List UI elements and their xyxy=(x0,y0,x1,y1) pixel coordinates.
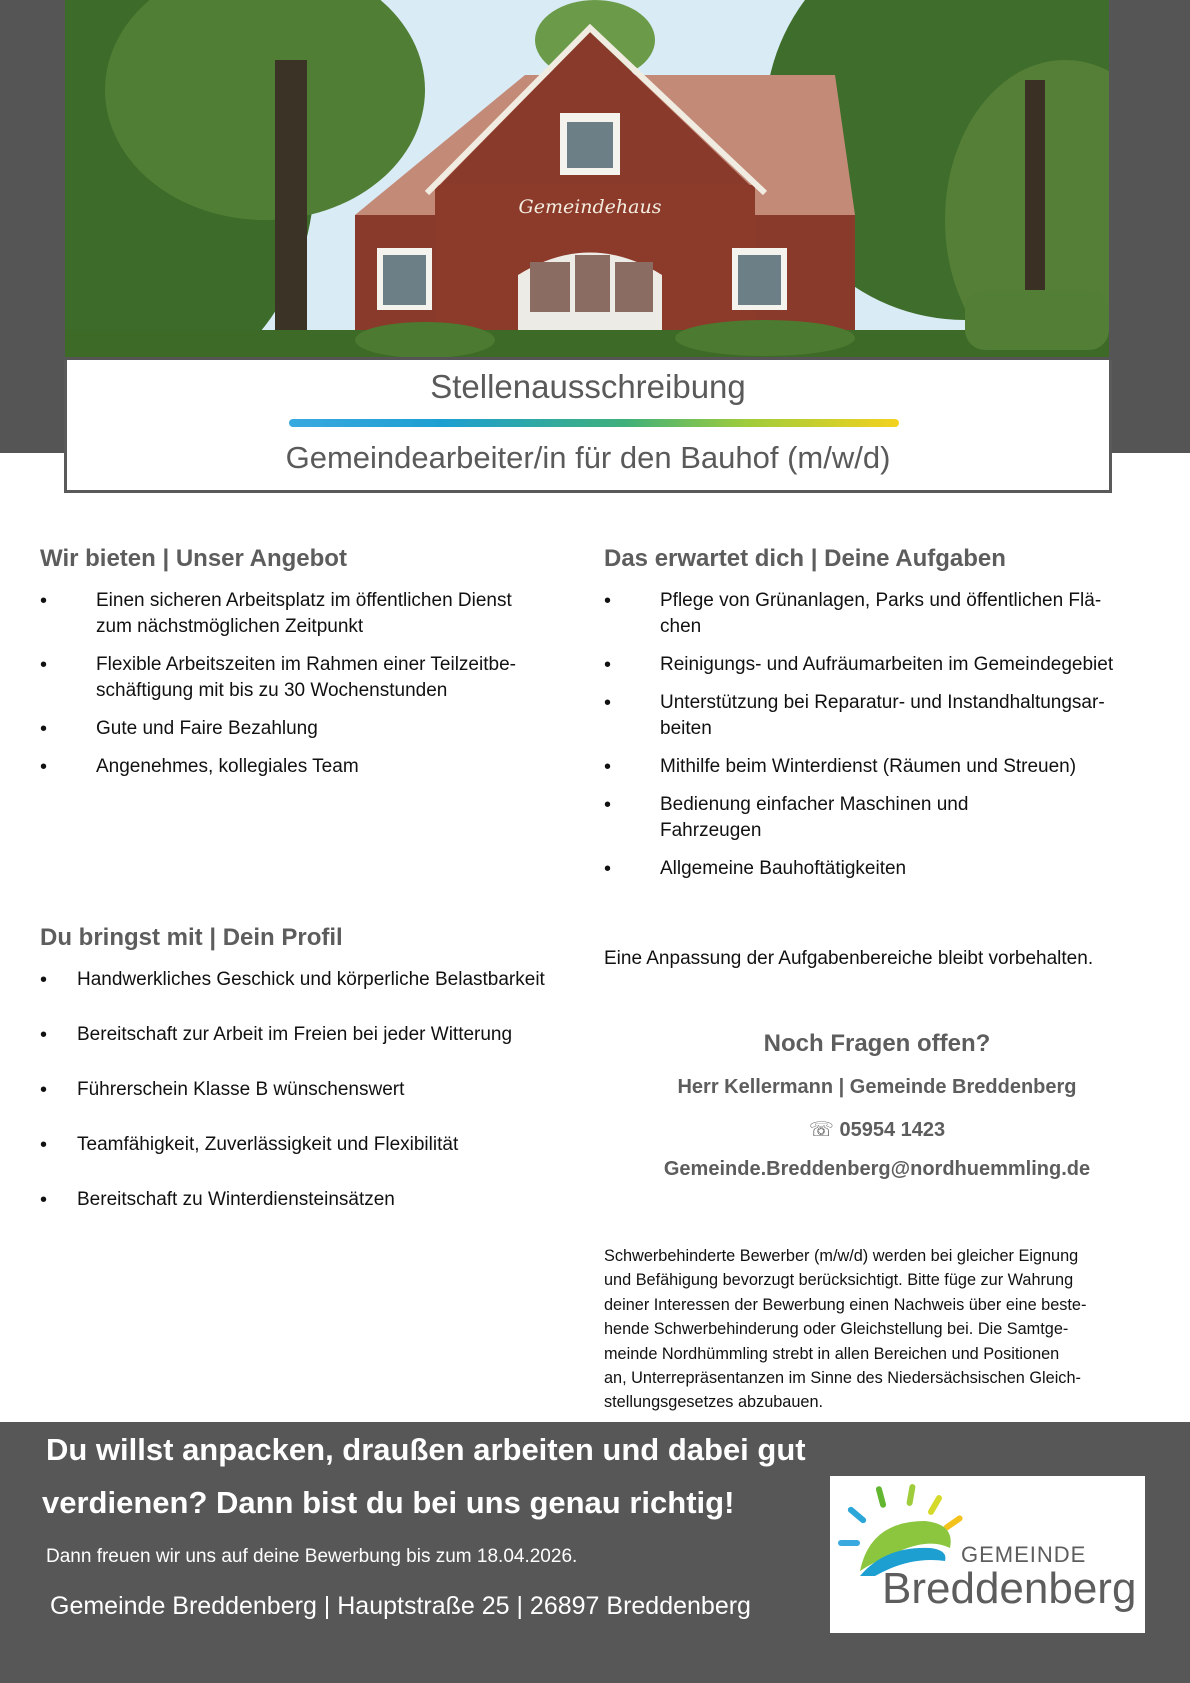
list-item: • Handwerkliches Geschick und körperliche Belastbarkeit xyxy=(40,969,545,991)
list-item: • Unterstützung bei Reparatur- und Instandhaltungsar- beiten xyxy=(604,692,1105,739)
contact-heading: Noch Fragen offen? xyxy=(763,1030,991,1057)
cta-line-1: Du willst anpacken, draußen arbeiten und dabei gut xyxy=(46,1432,806,1467)
contact-person: Herr Kellermann | Gemeinde Breddenberg xyxy=(677,1076,1077,1098)
offer-list xyxy=(40,588,580,792)
disclaimer-line: hende Schwerbehinderung oder Gleichstellung bei. Die Samtge- xyxy=(604,1320,1069,1339)
list-item: • Teamfähigkeit, Zuverlässigkeit und Flexibilität xyxy=(40,1134,459,1156)
photo-sign: Gemeindehaus xyxy=(518,196,662,218)
list-item: • Bedienung einfacher Maschinen und Fahrzeugen xyxy=(604,794,969,841)
list-item: • Einen sicheren Arbeitsplatz im öffentlichen Dienst zum nächstmöglichen Zeitpunkt xyxy=(40,590,512,637)
list-item: • Allgemeine Bauhoftätigkeiten xyxy=(604,858,907,880)
header-photo-gemeindehaus xyxy=(65,0,1109,357)
disclaimer-line: stellungsgesetzes abzubauen. xyxy=(604,1393,824,1412)
disclaimer-line: deiner Interessen der Bewerbung einen Nachweis über eine beste- xyxy=(604,1295,1087,1314)
tasks-heading: Das erwartet dich | Deine Aufgaben xyxy=(604,545,1006,572)
cta-line-2: verdienen? Dann bist du bei uns genau richtig! xyxy=(42,1485,735,1520)
disclaimer-line: an, Unterrepräsentanzen im Sinne des Niedersächsischen Gleich- xyxy=(604,1369,1081,1388)
list-item: • Mithilfe beim Winterdienst (Räumen und Streuen) xyxy=(604,756,1077,778)
list-item: • Bereitschaft zur Arbeit im Freien bei jeder Witterung xyxy=(40,1024,513,1046)
logo-word-gemeinde: GEMEINDE xyxy=(961,1542,1087,1567)
disclaimer-line: und Befähigung bevorzugt berücksichtigt. Bitte füge zur Wahrung xyxy=(604,1271,1074,1290)
disclaimer-line: meinde Nordhümmling strebt in allen Bereichen und Positionen xyxy=(604,1344,1060,1363)
profile-list xyxy=(40,967,600,1242)
application-deadline: Dann freuen wir uns auf deine Bewerbung bis zum 18.04.2026. xyxy=(46,1546,578,1567)
phone-icon: ☏ xyxy=(808,1119,834,1141)
list-item: • Pflege von Grünanlagen, Parks und öffentlichen Flä- chen xyxy=(604,590,1102,637)
list-item: • Bereitschaft zu Winterdiensteinsätzen xyxy=(40,1189,395,1211)
gradient-divider xyxy=(289,419,899,427)
contact-email[interactable]: Gemeinde.Breddenberg@nordhuemmling.de xyxy=(663,1158,1091,1180)
tasks-note: Eine Anpassung der Aufgabenbereiche bleibt vorbehalten. xyxy=(604,948,1094,969)
list-item: • Reinigungs- und Aufräumarbeiten im Gemeindegebiet xyxy=(604,654,1114,676)
offer-heading: Wir bieten | Unser Angebot xyxy=(40,545,347,572)
gemeinde-logo xyxy=(830,1476,1145,1633)
job-title: Gemeindearbeiter/in für den Bauhof (m/w/d) xyxy=(285,440,891,475)
disclaimer xyxy=(604,1244,1151,1415)
logo-word-breddenberg: Breddenberg xyxy=(882,1564,1137,1613)
tasks-list xyxy=(604,588,1164,894)
list-item: • Gute und Faire Bezahlung xyxy=(40,718,318,740)
page-title: Stellenausschreibung xyxy=(430,368,746,405)
address: Gemeinde Breddenberg | Hauptstraße 25 | 26897 Breddenberg xyxy=(50,1592,751,1620)
disclaimer-line: Schwerbehinderte Bewerber (m/w/d) werden bei gleicher Eignung xyxy=(604,1247,1079,1265)
profile-heading: Du bringst mit | Dein Profil xyxy=(40,924,343,951)
phone-number: 05954 1423 xyxy=(839,1119,946,1141)
list-item: • Flexible Arbeitszeiten im Rahmen einer Teilzeitbe- schäftigung mit bis zu 30 Wochenstunden xyxy=(40,654,516,701)
contact-phone[interactable] xyxy=(604,1117,1150,1142)
list-item: • Angenehmes, kollegiales Team xyxy=(40,756,359,778)
title-box xyxy=(64,360,1112,493)
list-item: • Führerschein Klasse B wünschenswert xyxy=(40,1079,405,1101)
